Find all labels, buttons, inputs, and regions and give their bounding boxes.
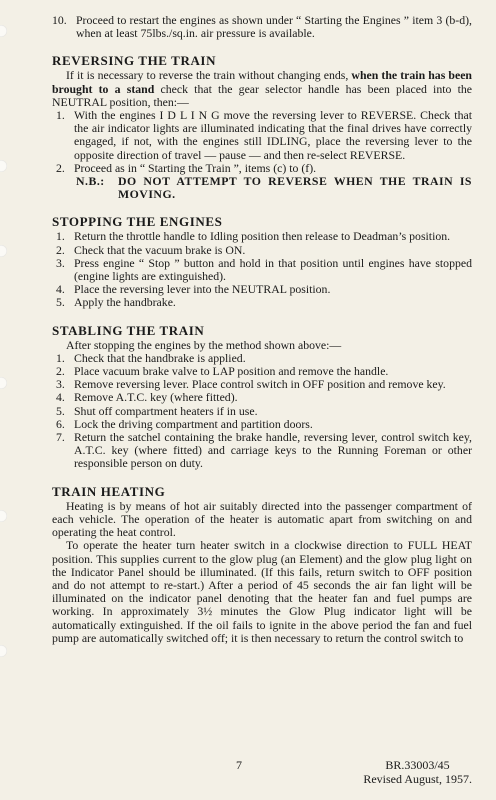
- binder-hole: [0, 510, 7, 522]
- reference-number: BR.33003/45: [385, 758, 450, 772]
- page-number: 7: [236, 758, 242, 772]
- list-item-text: Proceed as in “ Starting the Train ”, items (c) to (f).: [74, 160, 317, 175]
- list-item-text: Return the satchel containing the brake handle, reversing lever, control switch key, A.T.C. key (where fitted) and carriage keys to the Running Foreman or other responsible person on duty.: [74, 430, 472, 471]
- intro-item: [52, 14, 472, 40]
- nb-text: DO NOT ATTEMPT TO REVERSE WHEN THE TRAIN IS MOVING.: [118, 174, 472, 202]
- nb-warning: [52, 175, 472, 201]
- list-item: [52, 109, 472, 162]
- list-item-text: Check that the handbrake is applied.: [74, 350, 246, 365]
- stabling-list: [52, 352, 472, 471]
- nb-label: N.B.:: [76, 174, 105, 189]
- section-heading-stabling: STABLING THE TRAIN: [52, 322, 205, 338]
- heating-paragraph-1: Heating is by means of hot air suitably directed into the passenger compartment of each vehicle. The operation of the heater is automatic apart from switching on and operating the heat control.: [52, 498, 472, 540]
- heating-paragraph-2: To operate the heater turn heater switch in a clockwise direction to FULL HEAT position. This supplies current to the glow plug (an Element) and the glow plug light on the Indicator Panel should be illuminated. (If this fails, return switch to OFF position and do not attempt to re-start.) After a period of 45 seconds the air fan light will be illuminated on the indicator panel denoting that the heater fan and fuel pumps are working. In approximately 3½ minutes the Glow Plug indicator light will be automatically extinguished. If the oil fails to ignite in the above period the fan and fuel pump are automatically switched off; it is then necessary to return the control switch to: [52, 538, 472, 645]
- list-item: [52, 257, 472, 283]
- list-item-number: 1.: [56, 108, 65, 123]
- list-item-text: Return the throttle handle to Idling position then release to Deadman’s position.: [74, 229, 451, 244]
- list-item-text: Shut off compartment heaters if in use.: [74, 403, 258, 418]
- list-item-number: 1.: [56, 229, 65, 244]
- list-item: [52, 405, 472, 418]
- reversing-list: [52, 109, 472, 175]
- list-item: [52, 244, 472, 257]
- list-item-number: 5.: [56, 295, 65, 310]
- list-item: [52, 391, 472, 404]
- reversing-paragraph: [52, 69, 472, 109]
- list-item-number: 2.: [56, 160, 65, 175]
- stabling-intro: After stopping the engines by the method shown above:—: [66, 337, 342, 352]
- list-item: [52, 296, 472, 309]
- list-item-text: Check that the vacuum brake is ON.: [74, 242, 246, 257]
- reversing-text-bold: when the train has been brought to a stand: [52, 68, 472, 96]
- section-heading-reversing: REVERSING THE TRAIN: [52, 53, 217, 69]
- intro-number: 10.: [52, 13, 67, 27]
- list-item-number: 5.: [56, 403, 65, 418]
- list-item-text: Press engine “ Stop ” button and hold in that position until engines have stopped (engine lights are extinguished).: [74, 255, 472, 284]
- list-item-text: Remove reversing lever. Place control switch in OFF position and remove key.: [74, 377, 446, 392]
- section-heading-heating: TRAIN HEATING: [52, 483, 166, 499]
- intro-text: Proceed to restart the engines as shown under “ Starting the Engines ” item 3 (b-d), when at least 75lbs./sq.in. air pressure is available.: [76, 13, 472, 41]
- list-item-number: 4.: [56, 390, 65, 405]
- list-item-text: With the engines I D L I N G move the reversing lever to REVERSE. Check that the air indicator lights are illuminated indicating that the final drives have correctly engaged, if not, with the engines still IDLING, place the reversing lever to the opposite direction of travel — pause — and then re-select REVERSE.: [74, 108, 472, 162]
- list-item-text: Place the reversing lever into the NEUTRAL position.: [74, 282, 331, 297]
- list-item-text: Lock the driving compartment and partition doors.: [74, 416, 313, 431]
- list-item-number: 6.: [56, 416, 65, 431]
- reversing-text-b: check that the gear selector handle has been placed into the NEUTRAL position, then:—: [52, 81, 472, 109]
- binder-hole: [0, 25, 7, 37]
- stopping-list: [52, 230, 472, 309]
- page-content: [52, 14, 472, 645]
- list-item-text: Remove A.T.C. key (where fitted).: [74, 390, 238, 405]
- list-item-text: Place vacuum brake valve to LAP position and remove the handle.: [74, 364, 389, 379]
- list-item-number: 4.: [56, 282, 65, 297]
- binder-hole: [0, 245, 7, 257]
- binder-hole: [0, 160, 7, 172]
- revision-date: Revised August, 1957.: [363, 772, 472, 786]
- list-item-text: Apply the handbrake.: [74, 295, 176, 310]
- list-item-number: 1.: [56, 350, 65, 365]
- binder-hole: [0, 377, 7, 389]
- list-item: [52, 431, 472, 471]
- list-item-number: 3.: [56, 377, 65, 392]
- list-item-number: 2.: [56, 364, 65, 379]
- list-item-number: 2.: [56, 242, 65, 257]
- document-reference: [363, 758, 472, 786]
- list-item-number: 3.: [56, 255, 65, 270]
- section-heading-stopping: STOPPING THE ENGINES: [52, 214, 223, 230]
- reversing-text-a: If it is necessary to reverse the train without changing ends,: [66, 68, 352, 83]
- binder-hole: [0, 645, 7, 657]
- list-item-number: 7.: [56, 430, 65, 445]
- list-item: [52, 230, 472, 243]
